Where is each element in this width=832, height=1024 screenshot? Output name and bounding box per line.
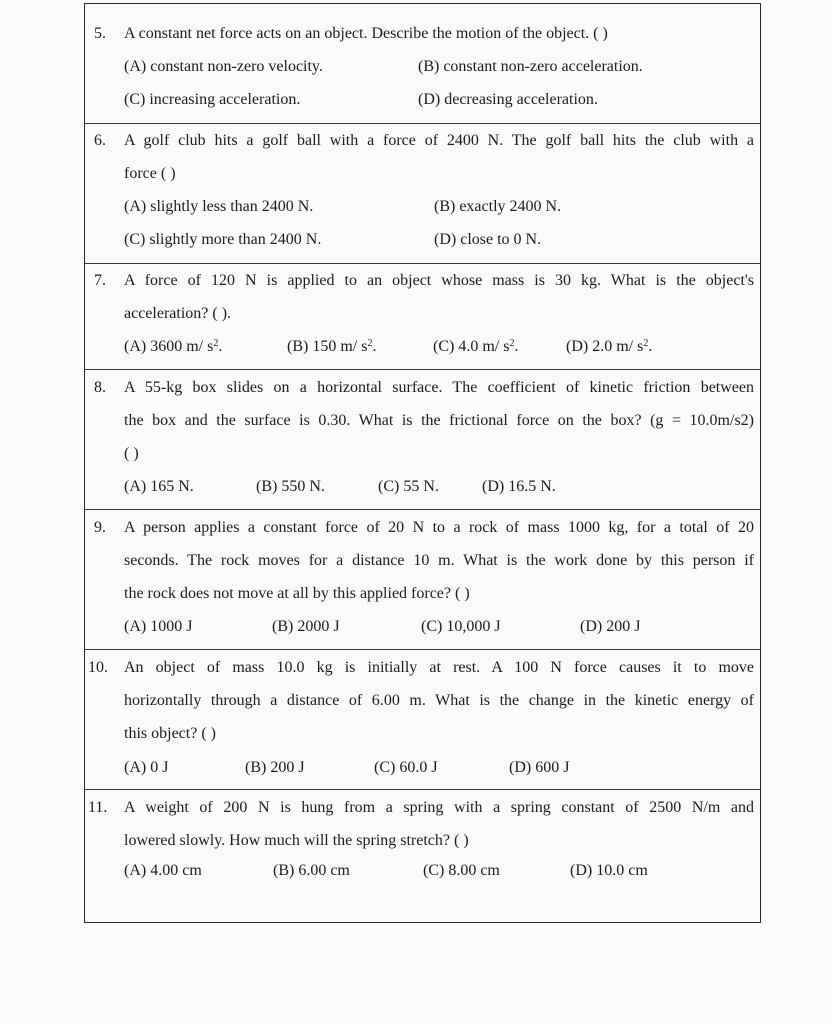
- question-divider: [85, 649, 760, 650]
- option-a[interactable]: (A) slightly less than 2400 N.: [124, 198, 314, 215]
- question-number: 6.: [94, 132, 106, 149]
- question-text: A 55-kg box slides on a horizontal surface. The coefficient of kinetic friction between: [124, 379, 754, 396]
- question-number: 8.: [94, 379, 106, 396]
- option-b[interactable]: (B) 200 J: [245, 759, 305, 776]
- option-c[interactable]: (C) 8.00 cm: [423, 862, 500, 879]
- option-a[interactable]: (A) constant non-zero velocity.: [124, 58, 323, 75]
- question-number: 9.: [94, 519, 106, 536]
- option-c[interactable]: (C) 10,000 J: [421, 618, 501, 635]
- question-text: force ( ): [124, 165, 176, 182]
- superscript-2: 2: [643, 338, 649, 349]
- question-text: this object? ( ): [124, 725, 216, 742]
- option-c[interactable]: (C) increasing acceleration.: [124, 91, 301, 108]
- option-b[interactable]: (B) 6.00 cm: [273, 862, 350, 879]
- question-divider: [85, 789, 760, 790]
- question-number: 5.: [94, 25, 106, 42]
- question-text: lowered slowly. How much will the spring stretch? ( ): [124, 832, 469, 849]
- question-text: the box and the surface is 0.30. What is the frictional force on the box? (g = 10.0m/s2): [124, 412, 754, 429]
- superscript-2: 2: [367, 338, 373, 349]
- option-d[interactable]: (D) 600 J: [509, 759, 570, 776]
- question-divider: [85, 263, 760, 264]
- question-text: seconds. The rock moves for a distance 10 m. What is the work done by this person if: [124, 552, 754, 569]
- option-a[interactable]: (A) 165 N.: [124, 478, 194, 495]
- superscript-2: 2: [213, 338, 219, 349]
- question-text: A person applies a constant force of 20 N to a rock of mass 1000 kg, for a total of 20: [124, 519, 754, 536]
- question-text: the rock does not move at all by this applied force? ( ): [124, 585, 470, 602]
- option-d[interactable]: (D) close to 0 N.: [434, 231, 542, 248]
- question-divider: [85, 369, 760, 370]
- option-d[interactable]: (D) 10.0 cm: [570, 862, 648, 879]
- option-d[interactable]: (D) decreasing acceleration.: [418, 91, 598, 108]
- option-c[interactable]: (C) 55 N.: [378, 478, 439, 495]
- option-a[interactable]: (A) 3600 m/ $s^2$.: [124, 338, 223, 355]
- option-d[interactable]: (D) 200 J: [580, 618, 641, 635]
- question-text: A golf club hits a golf ball with a force of 2400 N. The golf ball hits the club with a: [124, 132, 754, 149]
- option-a[interactable]: (A) 1000 J: [124, 618, 193, 635]
- option-b[interactable]: (B) constant non-zero acceleration.: [418, 58, 643, 75]
- option-c[interactable]: (C) slightly more than 2400 N.: [124, 231, 322, 248]
- option-b[interactable]: (B) 2000 J: [272, 618, 340, 635]
- answer-blank: ( ): [124, 445, 139, 462]
- question-divider: [85, 509, 760, 510]
- question-text: A weight of 200 N is hung from a spring with a spring constant of 2500 N/m and: [124, 799, 754, 816]
- question-text: An object of mass 10.0 kg is initially at rest. A 100 N force causes it to move: [124, 659, 754, 676]
- option-a[interactable]: (A) 4.00 cm: [124, 862, 202, 879]
- question-text: A constant net force acts on an object. Describe the motion of the object. ( ): [124, 25, 608, 42]
- question-number: 7.: [94, 272, 106, 289]
- question-number: 10.: [88, 659, 108, 676]
- option-c[interactable]: (C) 4.0 m/ $s^2$.: [433, 338, 519, 355]
- option-b[interactable]: (B) 150 m/ $s^2$.: [287, 338, 377, 355]
- option-c[interactable]: (C) 60.0 J: [374, 759, 438, 776]
- superscript-2: 2: [509, 338, 515, 349]
- question-text: acceleration? ( ).: [124, 305, 232, 322]
- question-text: A force of 120 N is applied to an object whose mass is 30 kg. What is the object's: [124, 272, 754, 289]
- option-b[interactable]: (B) exactly 2400 N.: [434, 198, 562, 215]
- question-number: 11.: [88, 799, 108, 816]
- option-d[interactable]: (D) 16.5 N.: [482, 478, 556, 495]
- question-text: horizontally through a distance of 6.00 m. What is the change in the kinetic energy of: [124, 692, 754, 709]
- question-divider: [85, 123, 760, 124]
- option-a[interactable]: (A) 0 J: [124, 759, 169, 776]
- option-d[interactable]: (D) 2.0 m/ $s^2$.: [566, 338, 653, 355]
- option-b[interactable]: (B) 550 N.: [256, 478, 325, 495]
